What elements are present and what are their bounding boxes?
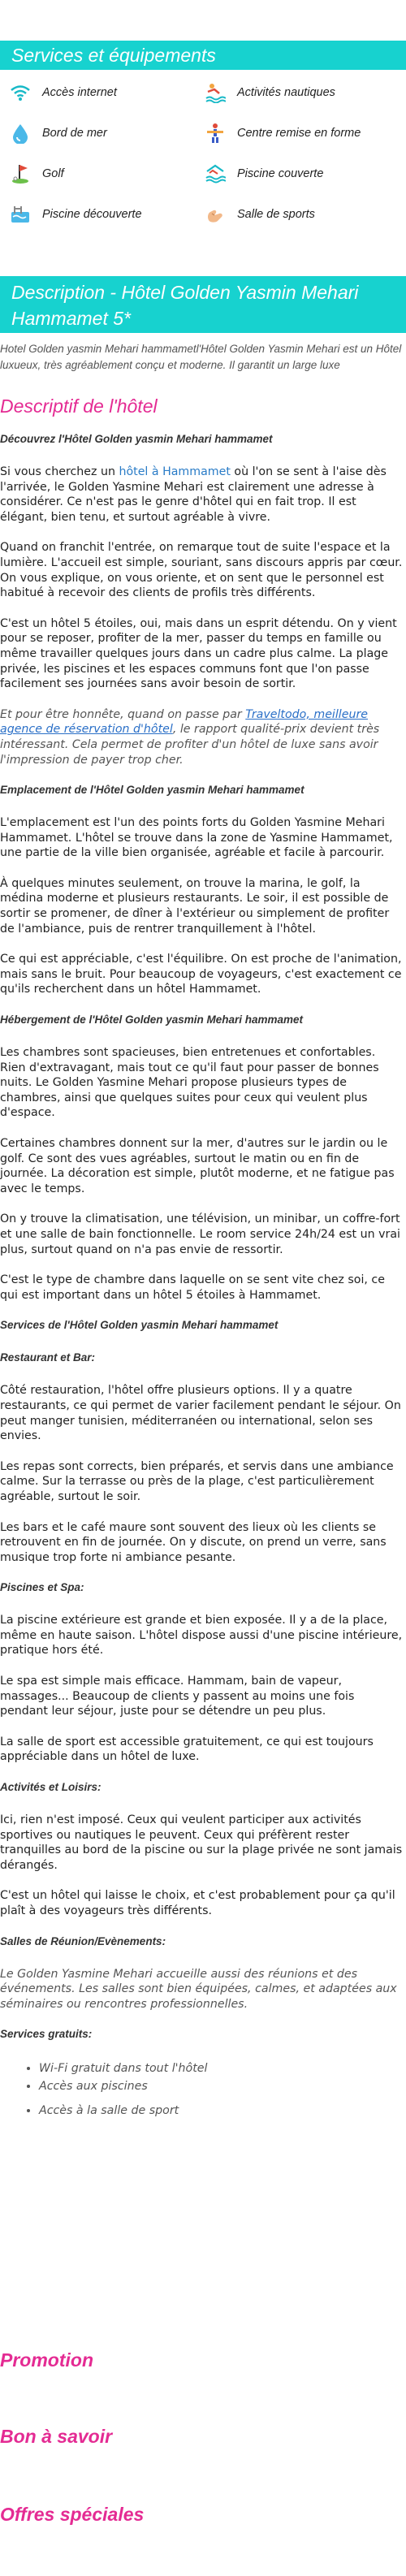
quote-paragraph [0, 707, 404, 767]
subheading-salles: Salles de Réunion/Evènements: [0, 1934, 166, 1947]
subheading-piscines: Piscines et Spa: [0, 1581, 84, 1594]
paragraph: Les repas sont corrects, bien préparés, et servis dans une ambiance calme. Sur la terrasse ou près de la plage, c'est particulièrement agréable, surtout le soir. [0, 1459, 394, 1503]
paragraph [0, 465, 404, 525]
quote-paragraph: Le Golden Yasmine Mehari accueille aussi des réunions et des événements. Les salles sont bien équipées, calmes, et adaptées aux séminaires ou rencontres professionnelles. [0, 1967, 397, 2011]
description-title: Description - Hôtel Golden Yasmin Mehari Hammamet 5* [11, 282, 359, 329]
service-label: Accès internet [42, 86, 117, 99]
services-grid [8, 81, 398, 226]
text: Et pour être honnête, quand on passe par [0, 707, 246, 721]
hotel-hammamet-link[interactable]: hôtel à Hammamet [119, 465, 231, 478]
paragraph: C'est un hôtel 5 étoiles, oui, mais dans un esprit détendu. On y vient pour se reposer, profiter de la mer, passer du temps en famille ou même travailler quelques jours dans un cadre plus calme. La plage privée, les piscines et les espaces communs font que l'on passe facilement ses journées sans avoir besoin de sortir. [0, 616, 397, 691]
service-fitness [203, 122, 398, 145]
service-label: Piscine découverte [42, 208, 142, 221]
fitness-icon [203, 122, 227, 145]
gym-icon [203, 203, 227, 226]
list-item: • Accès à la salle de sport [39, 2102, 404, 2120]
paragraph: Les bars et le café maure sont souvent des lieux où les clients se retrouvent en fin de journée. On y discute, on prend un verre, sans musique trop forte ni ambiance pesante. [0, 1520, 387, 1564]
paragraph: C'est le type de chambre dans laquelle on se sent vite chez soi, ce qui est important dans un hôtel 5 étoiles à Hammamet. [0, 1273, 385, 1302]
subheading-emplacement: Emplacement de l'Hôtel Golden yasmin Mehari hammamet [0, 784, 304, 797]
subheading-activites: Activités et Loisirs: [0, 1781, 102, 1794]
paragraph: C'est un hôtel qui laisse le choix, et c'est probablement pour ça qu'il plaît à des voyageurs très différents. [0, 1889, 395, 1917]
paragraph: Certaines chambres donnent sur la mer, d'autres sur le jardin ou le golf. Ce sont des vues agréables, surtout le matin ou en fin de journée. La décoration est simple, plutôt moderne, et ne fatigue pas avec le temps. [0, 1137, 395, 1195]
subheading-restaurant: Restaurant et Bar: [0, 1351, 96, 1364]
service-label: Salle de sports [237, 208, 315, 221]
service-internet [8, 81, 203, 104]
service-golf [8, 162, 203, 185]
service-outdoor-pool [8, 203, 203, 226]
paragraph: La piscine extérieure est grande et bien exposée. Il y a de la place, même en haute saison. L'hôtel dispose aussi d'une piscine intérieure, pratique hors été. [0, 1614, 403, 1658]
paragraph: Quand on franchit l'entrée, on remarque tout de suite l'espace et la lumière. L'accueil est simple, souriant, sans discours appris par cœur. On vous explique, on vous oriente, et on sent que le personnel est habitué à recevoir des clients de profils très différents. [0, 541, 403, 600]
description-content [0, 341, 406, 2144]
service-label: Activités nautiques [237, 86, 335, 99]
subheading-gratuits: Services gratuits: [0, 2028, 93, 2041]
service-gym [203, 203, 398, 226]
service-seaside [8, 122, 203, 145]
free-services-list [0, 2060, 404, 2120]
services-title: Services et équipements [11, 45, 216, 66]
covered-pool-icon [203, 162, 227, 185]
service-label: Bord de mer [42, 127, 107, 140]
service-nautical [203, 81, 398, 104]
services-banner [0, 41, 406, 70]
list-item: • Accès aux piscines [39, 2077, 404, 2095]
bon-a-savoir-heading: Bon à savoir [0, 2426, 113, 2447]
paragraph: On y trouve la climatisation, une télévision, un minibar, un coffre-fort et une salle de bain fonctionnelle. Le room service 24h/24 est un vrai plus, surtout quand on n'a pas envie de ressortir. [0, 1212, 400, 1256]
subheading-decouvrez: Découvrez l'Hôtel Golden yasmin Mehari hammamet [0, 433, 273, 445]
subheading-services: Services de l'Hôtel Golden yasmin Mehari hammamet [0, 1319, 279, 1332]
paragraph: Les chambres sont spacieuses, bien entretenues et confortables. Rien d'extravagant, mais tout ce qu'il faut pour passer de bonnes nuits. Le Golden Yasmine Mehari propose plusieurs types de chambres, ainsi que quelques suites pour ceux qui veulent plus d'espace. [0, 1046, 379, 1120]
service-label: Centre remise en forme [237, 127, 361, 140]
paragraph: La salle de sport est accessible gratuitement, ce qui est toujours appréciable dans un hôtel de luxe. [0, 1735, 374, 1764]
text: où l'on se sent à l'aise dès l'arrivée, le Golden Yasmine Mehari est clairement une adresse à considérer. Ce n'est pas le genre d'hôtel qui en fait trop. Il est élégant, bien tenu, et surtout agréable à vivre. [0, 465, 387, 524]
text: , le rapport qualité-prix devient très intéressant. Cela permet de profiter d'un hôtel de luxe sans avoir l'impression de payer trop cher. [0, 723, 380, 767]
golf-icon [8, 162, 32, 185]
service-covered-pool [203, 162, 398, 185]
offres-speciales-heading: Offres spéciales [0, 2504, 145, 2525]
descriptif-title: Descriptif de l'hôtel [0, 395, 158, 417]
nautical-icon [203, 81, 227, 104]
promotion-heading: Promotion [0, 2349, 93, 2371]
paragraph: Ici, rien n'est imposé. Ceux qui veulent participer aux activités sportives ou nautiques le peuvent. Ceux qui préfèrent rester tranquilles au bord de la piscine ou sur la plage privée ne sont jamais dérangés. [0, 1813, 403, 1872]
subheading-hebergement: Hébergement de l'Hôtel Golden yasmin Mehari hammamet [0, 1014, 304, 1027]
paragraph: L'emplacement est l'un des points forts du Golden Yasmine Mehari Hammamet. L'hôtel se trouve dans la zone de Yasmine Hammamet, une partie de la ville bien organisée, agréable et facile à parcourir. [0, 816, 393, 860]
paragraph: Ce qui est appréciable, c'est l'équilibre. On est proche de l'animation, mais sans le bruit. Pour beaucoup de voyageurs, c'est exactement ce qu'ils recherchent dans un hôtel Hammamet. [0, 953, 402, 996]
description-banner [0, 276, 406, 333]
service-label: Piscine couverte [237, 167, 324, 180]
list-item: • Wi-Fi gratuit dans tout l'hôtel [39, 2060, 404, 2077]
intro-text: Hotel Golden yasmin Mehari hammametl'Hôtel Golden Yasmin Mehari est un Hôtel luxueux, très agréablement conçu et moderne. Il garantit un large luxe [0, 343, 402, 371]
water-drop-icon [8, 122, 32, 145]
traveltodo-link[interactable]: Traveltodo, meilleure agence de réservation d'hôtel [0, 707, 369, 737]
service-label: Golf [42, 167, 64, 180]
outdoor-pool-icon [8, 203, 32, 226]
paragraph: Le spa est simple mais efficace. Hammam, bain de vapeur, massages... Beaucoup de clients y passent au moins une fois pendant leur séjour, juste pour se détendre un peu plus. [0, 1675, 355, 1718]
paragraph: À quelques minutes seulement, on trouve la marina, le golf, la médina moderne et plusieurs restaurants. Le soir, il est possible de sortir se promener, de dîner à l'extérieur ou simplement de profiter de l'ambiance, puis de rentrer tranquillement à l'hôtel. [0, 876, 390, 936]
wifi-icon [8, 81, 32, 104]
text: Si vous cherchez un [0, 465, 119, 478]
paragraph: Côté restauration, l'hôtel offre plusieurs options. Il y a quatre restaurants, ce qui permet de varier facilement pendant le séjour. On peut manger tunisien, méditerranéen ou international, selon ses envies. [0, 1384, 401, 1443]
